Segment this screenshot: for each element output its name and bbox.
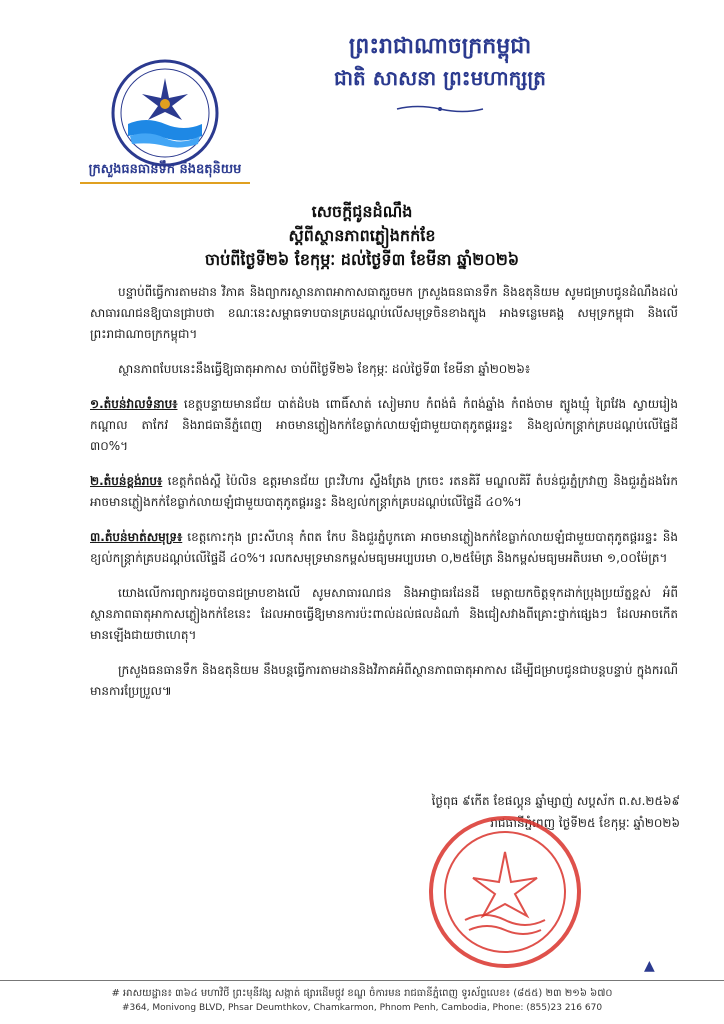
section-coastal-text: ខេត្តកោះកុង ព្រះសីហនុ កំពត កែប និងជួរភ្នំបូកគោ អាចមានភ្លៀងកក់ខែធ្លាក់លាយឡំជាមួយបាតុភូតផ្គររន្ទះ និងខ្យល់កន្ត្រាក់គ្របដណ្ដប់លើផ្ទៃដី ៤០%។ រលកសមុទ្រមានកម្ពស់មធ្យមអប្បបរមា ០,២៥ម៉ែត្រ និងកម្ពស់មធ្យមអតិបរមា ១,០០ម៉ែត្រ។	[90, 530, 678, 565]
section-coastal	[90, 527, 678, 569]
footer	[0, 986, 724, 1016]
intro-paragraph: បន្ទាប់ពីធ្វើការតាមដាន វិភាគ និងព្យាករស្ថានភាពអាកាសធាតុរួចមក ក្រសួងធនធានទឹក និងឧតុនិយម សូមជម្រាបជូនដំណឹងដល់សាធារណជនឱ្យបានជ្រាបថា ខណៈនេះសម្ពាធទាបបានគ្របដណ្ដប់លើសមុទ្រចិនខាងត្បូង អាងទន្លេមេគង្គ សមុទ្រកម្ពុជា និងលើព្រះរាជាណាចក្រកម្ពុជា។	[90, 285, 678, 341]
place-date: រាជធានីភ្នំពេញ ថ្ងៃទី២៥ ខែកុម្ភៈ ឆ្នាំ២០២៦	[490, 816, 680, 830]
section-lowland-text: ខេត្តបន្ទាយមានជ័យ បាត់ដំបង ពោធិ៍សាត់ សៀមរាប កំពង់ធំ កំពង់ឆ្នាំង កំពង់ចាម ត្បូងឃ្មុំ ព្រៃវែង ស្វាយរៀង កណ្ដាល តាកែវ និងរាជធានីភ្នំពេញ អាចមានភ្លៀងកក់ខែធ្លាក់លាយឡំជាមួយបាតុភូតផ្គររន្ទះ និងខ្យល់កន្ត្រាក់គ្របដណ្ដប់លើផ្ទៃដី ៣០%។	[90, 397, 678, 453]
section-lowland	[90, 394, 678, 457]
notice-body	[90, 282, 678, 716]
ministry-logo-icon	[110, 58, 220, 168]
notice-period: ចាប់ពីថ្ងៃទី២៦ ខែកុម្ភៈ ដល់ថ្ងៃទី៣ ខែមីនា ឆ្នាំ២០២៦	[204, 250, 520, 269]
national-motto: ជាតិ សាសនា ព្រះមហាក្សត្រ	[334, 66, 546, 90]
footer-address-km: # អាសយដ្ឋាន៖ ៣៦៤ មហាវិថី ព្រះមុនីវង្ស សង្កាត់ ផ្សារដើមថ្កូវ ខណ្ឌ ចំការមន រាជធានីភ្នំពេញ ទូរស័ព្ទលេខ៖ (៨៥៥) ២៣ ២១៦ ៦៧០	[111, 988, 613, 999]
section-coastal-heading: ៣.តំបន់មាត់សមុទ្រ៖	[90, 530, 183, 544]
advice-paragraph: យោងលើការព្យាករដូចបានជម្រាបខាងលើ សូមសាធារណជន និងអាជ្ញាធរដែនដី មេត្តាយកចិត្តទុកដាក់ប្រុងប្រយ័ត្នខ្ពស់ អំពីស្ថានភាពធាតុអាកាសភ្លៀងកក់ខែនេះ ដែលអាចធ្វើឱ្យមានការប៉ះពាល់ដល់ផលដំណាំ និងជៀសវាងពីគ្រោះថ្នាក់ផ្សេងៗ ដែលអាចកើតមានឡើងជាយថាហេតុ។	[90, 586, 678, 642]
section-plateau-text: ខេត្តកំពង់ស្ពឺ ប៉ៃលិន ឧត្ដរមានជ័យ ព្រះវិហារ ស្ទឹងត្រែង ក្រចេះ រតនគិរី មណ្ឌលគិរី តំបន់ជួរភ្នំក្រវាញ និងជួរភ្នំដងរែក អាចមានភ្លៀងកក់ខែធ្លាក់លាយឡំជាមួយបាតុភូតផ្គររន្ទះ និងខ្យល់កន្ត្រាក់គ្របដណ្ដប់លើផ្ទៃដី ៤០%។	[90, 474, 678, 509]
footer-divider	[0, 980, 724, 981]
section-plateau-heading: ២.តំបន់ខ្ពង់រាប៖	[90, 474, 163, 488]
kingdom-name: ព្រះរាជាណាចក្រកម្ពុជា	[348, 33, 532, 59]
kingdom-heading	[260, 30, 620, 94]
notice-title: សេចក្ដីជូនដំណឹង	[311, 202, 413, 221]
official-seal-icon	[425, 812, 585, 972]
section-plateau	[90, 471, 678, 513]
lunar-date: ថ្ងៃពុធ ៩កើត ខែផល្គុន ឆ្នាំម្សាញ់ សប្តស័ក ព.ស.២៥៦៩	[431, 794, 680, 808]
closing-paragraph: ក្រសួងធនធានទឹក និងឧតុនិយម នឹងបន្តធ្វើការតាមដាននិងវិភាគអំពីស្ថានភាពធាតុអាកាស ដើម្បីជម្រាបជូនជាបន្តបន្ទាប់ ក្នុងករណីមានការប្រែប្រួល៕	[90, 663, 678, 698]
ministry-name: ក្រសួងធនធានទឹក និងឧតុនិយម	[80, 160, 250, 184]
corner-mark-icon: ▲	[644, 958, 655, 974]
notice-subtitle: ស្ដីពីស្ថានភាពភ្លៀងកក់ខែ	[288, 226, 436, 245]
forecast-paragraph: ស្ថានភាពបែបនេះនឹងធ្វើឱ្យធាតុអាកាស ចាប់ពីថ្ងៃទី២៦ ខែកុម្ភៈ ដល់ថ្ងៃទី៣ ខែមីនា ឆ្នាំ២០២៦៖	[118, 362, 531, 376]
notice-heading	[150, 200, 574, 272]
section-lowland-heading: ១.តំបន់វាលទំនាប៖	[90, 397, 178, 411]
ornament-divider-icon	[395, 104, 485, 114]
footer-address-en: #364, Monivong BLVD, Phsar Deumthkov, Chamkarmon, Phnom Penh, Cambodia, Phone: (855)23 216 670	[121, 1003, 603, 1013]
